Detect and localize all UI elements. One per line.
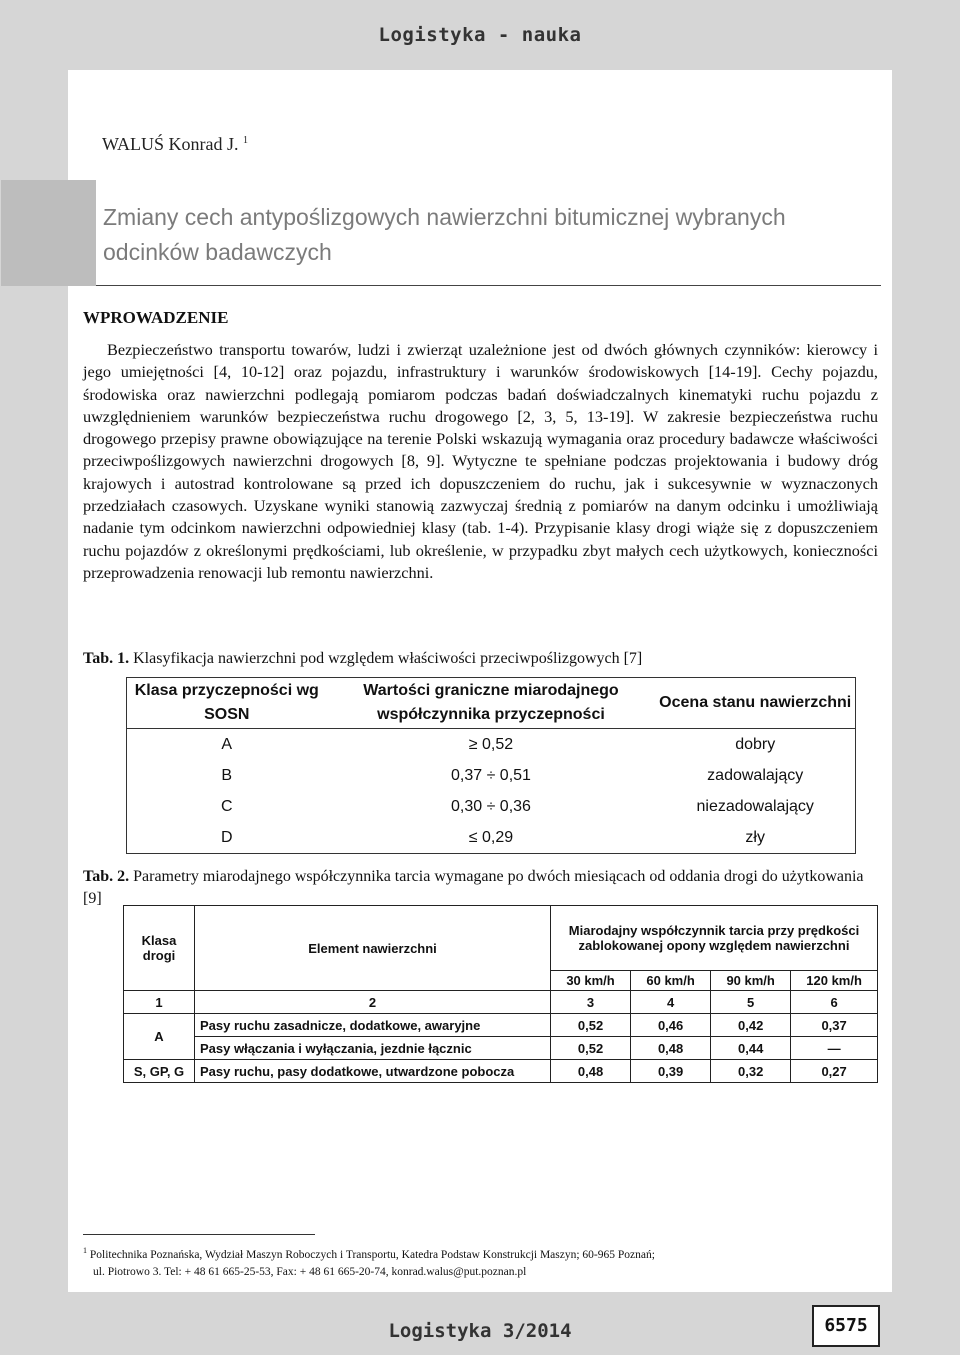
table2-value: 0,44	[711, 1037, 791, 1060]
author-footnote-mark: 1	[243, 135, 248, 146]
table2-value: 0,27	[791, 1060, 878, 1083]
table1-cell: 0,30 ÷ 0,36	[450, 797, 531, 815]
journal-header: Logistyka - nauka	[378, 24, 582, 46]
table2-index: 4	[631, 991, 711, 1014]
table2-value: 0,37	[791, 1014, 878, 1037]
table2-value: —	[791, 1037, 878, 1060]
table1-label: Tab. 1.	[83, 650, 130, 667]
footnote	[83, 1242, 883, 1281]
author-name: WALUŚ Konrad J.	[102, 134, 239, 154]
table-row	[127, 791, 856, 822]
footnote-rule	[83, 1234, 315, 1235]
table-row	[124, 1014, 878, 1037]
table1-cell: ≥ 0,52	[468, 735, 514, 753]
table2-element: Pasy ruchu zasadnicze, dodatkowe, awaryjne	[195, 1014, 551, 1037]
table2-speed: 60 km/h	[631, 971, 711, 991]
table1-cell: zadowalający	[707, 766, 804, 784]
table1	[126, 677, 856, 854]
table2-value: 0,32	[711, 1060, 791, 1083]
footnote-mark: 1	[83, 1246, 87, 1255]
table2-index-row	[124, 991, 878, 1014]
table2-value: 0,39	[631, 1060, 711, 1083]
table1-cell: B	[221, 766, 233, 784]
table2-value: 0,42	[711, 1014, 791, 1037]
table1-caption	[83, 650, 642, 668]
table1-cell: niezadowalający	[696, 797, 814, 815]
table-row	[127, 760, 856, 791]
table2-index: 1	[124, 991, 195, 1014]
table-row	[127, 822, 856, 854]
table2-index: 6	[791, 991, 878, 1014]
section-heading: WPROWADZENIE	[83, 308, 229, 327]
table1-cell: A	[221, 735, 233, 753]
table2-element: Pasy ruchu, pasy dodatkowe, utwardzone pobocza	[195, 1060, 551, 1083]
title-rule	[96, 285, 881, 286]
table2-class: S, GP, G	[124, 1060, 195, 1083]
table2-label: Tab. 2.	[83, 868, 130, 885]
table2-caption-text: Parametry miarodajnego współczynnika tarcia wymagane po dwóch miesiącach od oddania drogi do użytkowania [9]	[83, 868, 864, 907]
table2-value: 0,46	[631, 1014, 711, 1037]
table2-element: Pasy włączania i wyłączania, jezdnie łącznic	[195, 1037, 551, 1060]
table1-header-row	[127, 678, 856, 729]
table2-index: 5	[711, 991, 791, 1014]
table2	[123, 905, 878, 1083]
article-title: Zmiany cech antypoślizgowych nawierzchni bitumicznej wybranych odcinków badawczych	[103, 204, 786, 265]
table2-class-a: A	[124, 1014, 195, 1060]
table1-header-rating: Ocena stanu nawierzchni	[655, 678, 855, 729]
author	[102, 134, 248, 155]
page-number: 6575	[812, 1305, 880, 1347]
table1-cell: D	[220, 828, 233, 846]
table-row	[127, 729, 856, 761]
table-row	[124, 1060, 878, 1083]
table2-speed: 30 km/h	[551, 971, 631, 991]
table2-value: 0,52	[551, 1037, 631, 1060]
table2-header-element: Element nawierzchni	[195, 906, 551, 991]
table2-header-row	[124, 906, 878, 971]
table1-cell: zły	[745, 828, 765, 846]
table-row	[124, 1037, 878, 1060]
table2-index: 2	[195, 991, 551, 1014]
footnote-line-1: Politechnika Poznańska, Wydział Maszyn Roboczych i Transportu, Katedra Podstaw Konstrukcji Maszyn; 60-965 Poznań;	[89, 1248, 655, 1261]
table1-cell: ≤ 0,29	[468, 828, 514, 846]
table2-index: 3	[551, 991, 631, 1014]
table2-value: 0,48	[551, 1060, 631, 1083]
table1-header-class: Klasa przyczepności wg SOSN	[127, 678, 327, 729]
page	[68, 70, 892, 1292]
table2-value: 0,48	[631, 1037, 711, 1060]
table2-speed: 90 km/h	[711, 971, 791, 991]
table2-caption	[83, 866, 878, 910]
table1-cell: C	[220, 797, 233, 815]
footer-journal: Logistyka 3/2014	[388, 1320, 572, 1342]
footnote-line-2: ul. Piotrowo 3. Tel: + 48 61 665-25-53, Fax: + 48 61 665-20-74, konrad.walus@put.poznan.pl	[93, 1265, 527, 1278]
table2-speed: 120 km/h	[791, 971, 878, 991]
body-paragraph: Bezpieczeństwo transportu towarów, ludzi i zwierząt uzależnione jest od dwóch głównych czynników: kierowcy i jego umiejętności [4, 10-12] oraz pojazdu, infrastruktury i warunków środowiskowych [14-19]. Cechy pojazdu, środowiska oraz nawierzchni podlegają pomiarom podczas badań doświadczalnych kinematyki ruchu pojazdu z uwzględnieniem warunków bezpieczeństwa ruchu drogowego [2, 3, 5, 13-19]. W zakresie bezpieczeństwa ruchu drogowego przepisy prawne obowiązujące na terenie Polski wskazują wymagania oraz procedury badawcze właściwości przeciwpoślizgowych nawierzchni drogowych [8, 9]. Wytyczne te spełniane podczas projektowania i budowy dróg krajowych i autostrad kontrolowane są przed ich dopuszczeniem do ruchu, jak i sukcesywnie w wyznaczonych przedziałach czasowych. Uzyskane wyniki stanowią zazwyczaj średnią z pomiarów na danym odcinku i umożliwiają nadanie tym odcinkom nawierzchni odpowiedniej klasy (tab. 1-4). Przypisanie klasy drogi wiąże się z dopuszczeniem ruchu pojazdów z określonymi prędkościami, lub określenie, w przypadku zbyt małych cech użytkowych, konieczności przeprowadzenia renowacji lub remontu nawierzchni.	[83, 340, 878, 582]
table2-value: 0,52	[551, 1014, 631, 1037]
table1-cell: dobry	[735, 735, 776, 753]
table2-header-group: Miarodajny współczynnik tarcia przy prędkości zablokowanej opony względem nawierzchni	[551, 906, 878, 971]
title-side-bar	[1, 180, 96, 286]
table1-cell: 0,37 ÷ 0,51	[450, 766, 531, 784]
table1-caption-text: Klasyfikacja nawierzchni pod względem właściwości przeciwpoślizgowych [7]	[133, 650, 643, 667]
table1-header-values: Wartości graniczne miarodajnego współczynnika przyczepności	[327, 678, 656, 729]
table2-header-class: Klasa drogi	[124, 906, 195, 991]
